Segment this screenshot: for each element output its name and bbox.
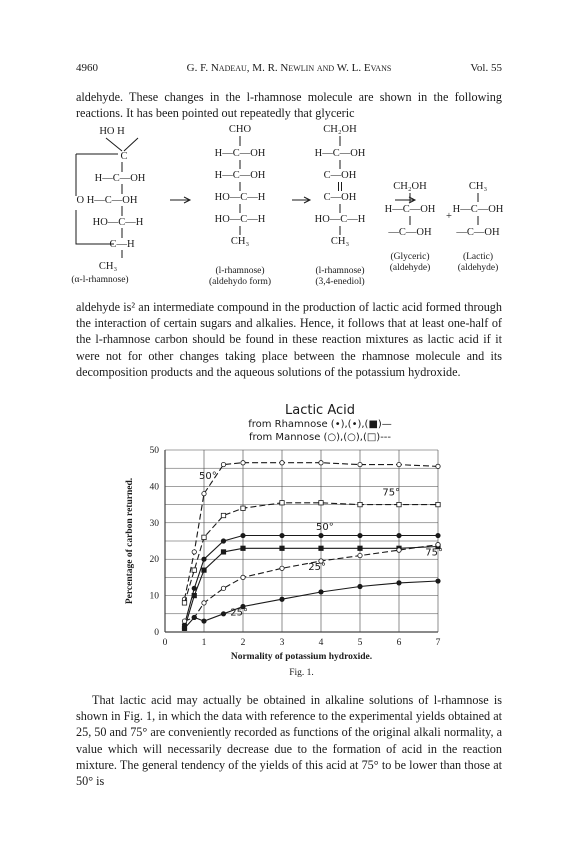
data-point (436, 579, 440, 583)
data-point (182, 626, 186, 630)
alpha-rhamnose-line: HO H (99, 126, 125, 137)
paragraph-bottom-text: That lactic acid may actually be obtained in alkaline solutions of l-rhamnose is shown in Fig. 1, in which the data with reference to the experimental yields obtained at 25, 50 and 75° are conveniently recorded as functions of the original alkali normality, a value which will necessarily decrease due to the formation of acid in the reaction mixture. The general tendency of the yields of this acid at 75° to be lower than those at 50° is (76, 693, 502, 789)
data-point (358, 533, 362, 537)
glyceric-caption: (Glyceric) (390, 252, 430, 262)
chart-title: Lactic Acid (284, 403, 356, 418)
data-point (397, 502, 401, 506)
x-tick-label: 1 (201, 638, 207, 648)
x-tick-label: 0 (162, 638, 168, 648)
aldehydo-line: H—C—OH (214, 170, 266, 181)
data-point (182, 601, 186, 605)
x-tick-label: 2 (240, 638, 246, 648)
enediol-line: C—OH (323, 170, 357, 181)
series-line (185, 463, 439, 600)
aldehydo-line: CH₃ (230, 236, 250, 247)
x-axis-label: Normality of potassium hydroxide. (230, 652, 373, 662)
enediol-caption: (3,4-enediol) (315, 277, 365, 287)
data-point (358, 584, 362, 588)
enediol-line: HO—C—H (314, 214, 366, 225)
y-axis-label: Percentage of carbon returned. (125, 477, 135, 605)
temperature-annotation: 25° (230, 607, 248, 619)
data-point (319, 546, 323, 550)
data-point (202, 601, 206, 605)
temperature-annotation: 50° (316, 522, 334, 534)
data-point (221, 513, 225, 517)
alpha-rhamnose-caption: (α-l-rhamnose) (71, 275, 129, 285)
data-point (358, 553, 362, 557)
data-point (202, 568, 206, 572)
alpha-rhamnose-line: CH₃ (98, 261, 118, 272)
enediol-line: H—C—OH (314, 148, 366, 159)
aldehydo-line: HO—C—H (214, 214, 266, 225)
page-number: 4960 (76, 62, 98, 74)
legend-mannose: from Mannose (○),(○),(□)--- (248, 432, 392, 443)
y-tick-label: 30 (149, 518, 159, 529)
lactic-line: H—C—OH (452, 204, 504, 215)
enediol-caption: (l-rhamnose) (315, 266, 365, 276)
paragraph-bottom (76, 692, 502, 789)
data-point (192, 568, 196, 572)
data-point (280, 533, 284, 537)
data-point (397, 581, 401, 585)
lactic-line: —C—OH (456, 227, 500, 238)
data-point (436, 464, 440, 468)
x-tick-label: 5 (357, 638, 363, 648)
glyceric-caption: (aldehyde) (389, 263, 431, 273)
x-tick-label: 4 (318, 638, 324, 648)
alpha-rhamnose-line: O H—C—OH (76, 195, 138, 206)
data-point (202, 619, 206, 623)
data-point (436, 533, 440, 537)
glyceric-line: CH₂OH (393, 181, 427, 192)
reaction-scheme (60, 124, 510, 294)
data-point (182, 619, 186, 623)
lactic-caption: (Lactic) (462, 252, 494, 262)
data-point (280, 461, 284, 465)
data-point (241, 506, 245, 510)
temperature-annotation: 75° (425, 547, 443, 559)
data-point (241, 546, 245, 550)
data-point (202, 491, 206, 495)
ring-bond (106, 138, 138, 151)
lactic-acid-chart (120, 402, 460, 687)
data-point (358, 546, 362, 550)
data-point (241, 461, 245, 465)
aldehydo-line: CHO (228, 124, 252, 135)
data-point (280, 566, 284, 570)
y-tick-label: 40 (149, 482, 159, 493)
author-line: G. F. Nadeau, M. R. Newlin and W. L. Evans (186, 62, 392, 74)
data-point (221, 586, 225, 590)
data-point (436, 502, 440, 506)
aldehydo-line: H—C—OH (214, 148, 266, 159)
enediol-line: CH₂OH (323, 124, 357, 135)
data-point (192, 586, 196, 590)
data-point (280, 546, 284, 550)
aldehydo-caption: (aldehydo form) (209, 277, 271, 287)
data-point (397, 462, 401, 466)
alpha-rhamnose-line: HO—C—H (92, 217, 144, 228)
temperature-annotation: 25° (308, 562, 326, 574)
data-point (221, 462, 225, 466)
data-point (241, 575, 245, 579)
data-point (221, 612, 225, 616)
figure-caption: Fig. 1. (289, 668, 314, 678)
data-point (280, 501, 284, 505)
paragraph-middle (76, 299, 502, 380)
temperature-annotation: 75° (382, 487, 401, 499)
enediol-line: CH₃ (330, 236, 350, 247)
data-point (358, 502, 362, 506)
paragraph-top (76, 89, 502, 121)
alpha-rhamnose-line: C (120, 151, 128, 162)
alpha-rhamnose-line: C—H (109, 239, 135, 250)
x-tick-label: 7 (435, 638, 441, 648)
data-point (319, 533, 323, 537)
data-point (397, 533, 401, 537)
y-tick-label: 10 (149, 591, 159, 602)
data-point (280, 597, 284, 601)
volume-label: Vol. 55 (470, 62, 502, 74)
data-point (358, 462, 362, 466)
x-tick-label: 3 (279, 638, 285, 648)
data-point (397, 548, 401, 552)
data-point (221, 550, 225, 554)
enediol-line: C—OH (323, 192, 357, 203)
y-tick-label: 20 (149, 555, 159, 566)
data-point (221, 539, 225, 543)
temperature-annotation: 50° (199, 471, 217, 483)
data-point (319, 501, 323, 505)
data-point (436, 542, 440, 546)
aldehydo-line: HO—C—H (214, 192, 266, 203)
x-tick-label: 6 (396, 638, 402, 648)
y-tick-label: 50 (149, 446, 159, 456)
plus-sign: + (446, 211, 452, 222)
data-point (241, 533, 245, 537)
paragraph-middle-text: aldehyde is² an intermediate compound in the production of lactic acid formed through the interaction of certain sugars and alkalies. Hence, it follows that at least one-half of the l-rhamnose carbon should be found in these reaction mixtures as lactic acid if it were not for other changes taking place between the rhamnose molecule and its decomposition products and the aqueous solutions of the potassium hydroxide. (76, 300, 502, 379)
data-point (319, 461, 323, 465)
legend-rhamnose: from Rhamnose (•),(•),(■)— (248, 419, 392, 430)
data-point (202, 557, 206, 561)
glyceric-line: —C—OH (388, 227, 432, 238)
data-point (192, 550, 196, 554)
glyceric-line: H—C—OH (384, 204, 436, 215)
paragraph-top-text: aldehyde. These changes in the l-rhamnose molecule are shown in the following reactions. It has been pointed out repeatedly that glyceric (76, 90, 502, 121)
lactic-line: CH₃ (468, 181, 488, 192)
data-point (202, 535, 206, 539)
running-header (76, 62, 502, 78)
data-point (192, 615, 196, 619)
data-point (319, 590, 323, 594)
data-point (192, 593, 196, 597)
aldehydo-caption: (l-rhamnose) (215, 266, 265, 276)
lactic-caption: (aldehyde) (457, 263, 499, 273)
y-tick-label: 0 (154, 628, 159, 638)
alpha-rhamnose-line: H—C—OH (94, 173, 146, 184)
